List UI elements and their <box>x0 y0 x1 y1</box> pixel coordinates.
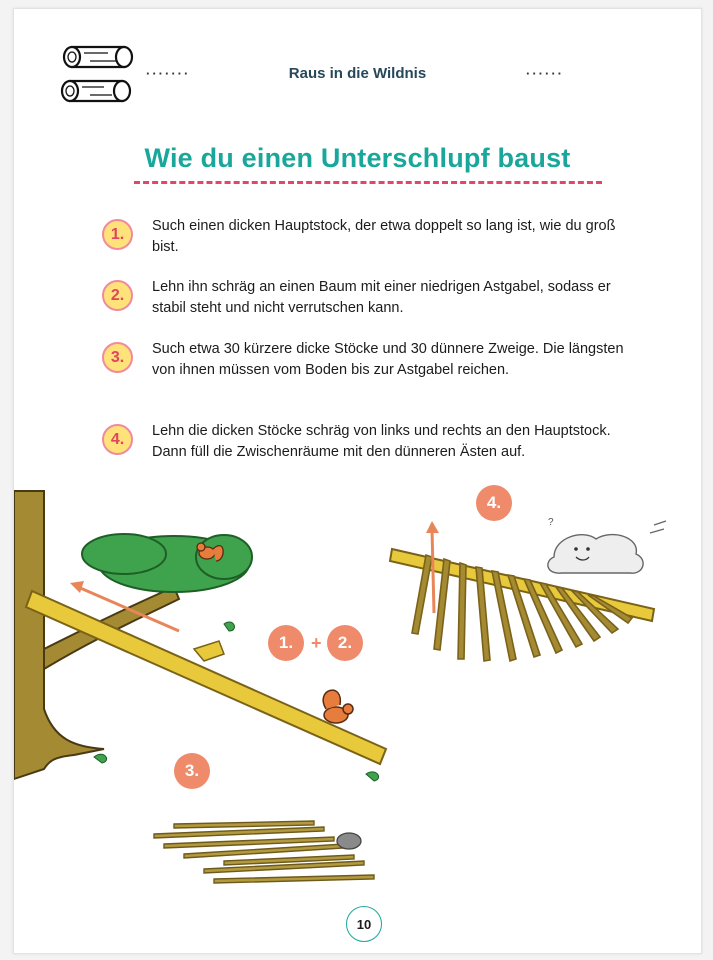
rock-icon <box>337 833 361 849</box>
step-number-badge: 2. <box>102 280 133 311</box>
leaf-icon <box>224 622 234 631</box>
leaf-icon <box>366 772 379 781</box>
illustration-badge-2: 2. <box>327 625 363 661</box>
header-dots-right: ······ <box>526 66 564 81</box>
step-number-badge: 4. <box>102 424 133 455</box>
illustration-badge-1: 1. <box>268 625 304 661</box>
step-text: Such etwa 30 kürzere dicke Stöcke und 30 dünnere Zweige. Die längsten von ihnen müssen vom Boden bis zur Astgabel reichen. <box>152 341 624 378</box>
arrow-icon <box>432 529 434 613</box>
shelter-icon <box>390 521 666 661</box>
page-number: 10 <box>346 906 382 942</box>
illustration-badge-4: 4. <box>476 485 512 521</box>
header-dots-left: ······· <box>146 66 191 81</box>
step-text: Lehn die dicken Stöcke schräg von links und rechts an den Hauptstock. Dann füll die Zwischenräume mit den dünneren Ästen auf. <box>152 423 611 460</box>
main-stick-icon <box>26 591 386 764</box>
header-title: Raus in die Wildnis <box>288 65 427 82</box>
stick-pile-icon <box>154 821 374 883</box>
shelter-illustration <box>14 9 701 953</box>
page-title: Wie du einen Unterschlupf baust <box>144 143 571 173</box>
book-page <box>13 8 702 954</box>
leaf-icon <box>94 754 107 763</box>
arrow-head-icon <box>426 521 439 533</box>
illustration-badge-3: 3. <box>174 753 210 789</box>
step-number-badge: 1. <box>102 219 133 250</box>
step-text: Such einen dicken Hauptstock, der etwa doppelt so lang ist, wie du groß bist. <box>152 218 616 255</box>
cloud-icon <box>548 521 666 573</box>
question-mark: ? <box>548 517 554 528</box>
illustration-plus: + <box>311 633 322 653</box>
squirrel-icon <box>323 690 353 723</box>
step-text: Lehn ihn schräg an einen Baum mit einer niedrigen Astgabel, sodass er stabil steht und nicht verrutschen kann. <box>152 279 611 316</box>
step-number-badge: 3. <box>102 342 133 373</box>
